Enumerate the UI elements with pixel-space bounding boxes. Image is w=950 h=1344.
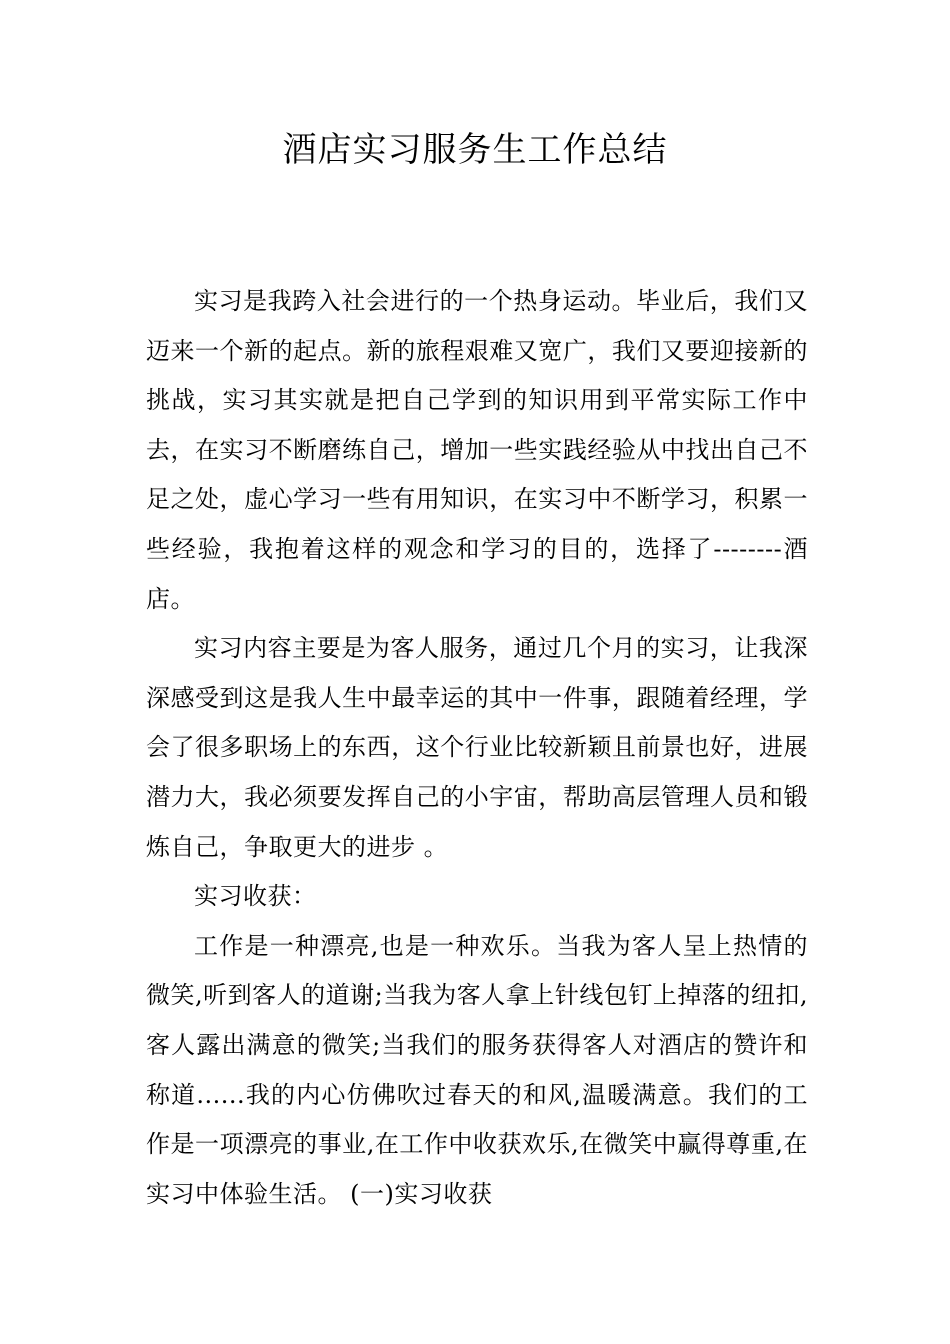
paragraph-heading-gains: 实习收获：	[194, 882, 317, 911]
document-title: 酒店实习服务生工作总结	[282, 130, 668, 170]
document-body	[146, 277, 808, 1219]
paragraph-content: 实习内容主要是为客人服务，通过几个月的实习，让我深深感受到这是我人生中最幸运的其中一件事，跟随着经理，学会了很多职场上的东西，这个行业比较新颖且前景也好，进展潜力大，我必须要发挥自己的小宇宙，帮助高层管理人员和锻炼自己，争取更大的进步 。	[146, 634, 808, 861]
paragraph-gains: 工作是一种漂亮,也是一种欢乐。当我为客人呈上热情的微笑,听到客人的道谢;当我为客人拿上针线包钉上掉落的纽扣,客人露出满意的微笑;当我们的服务获得客人对酒店的赞许和称道......我的内心仿佛吹过春天的和风,温暖满意。我们的工作是一项漂亮的事业,在工作中收获欢乐,在微笑中赢得尊重,在实习中体验生活。 (一)实习收获	[146, 931, 808, 1208]
paragraph-intro: 实习是我跨入社会进行的一个热身运动。毕业后，我们又迈来一个新的起点。新的旅程艰难又宽广，我们又要迎接新的挑战，实习其实就是把自己学到的知识用到平常实际工作中去，在实习不断磨练自己，增加一些实践经验从中找出自己不足之处，虚心学习一些有用知识，在实习中不断学习，积累一些经验，我抱着这样的观念和学习的目的，选择了--------酒店。	[146, 287, 808, 613]
